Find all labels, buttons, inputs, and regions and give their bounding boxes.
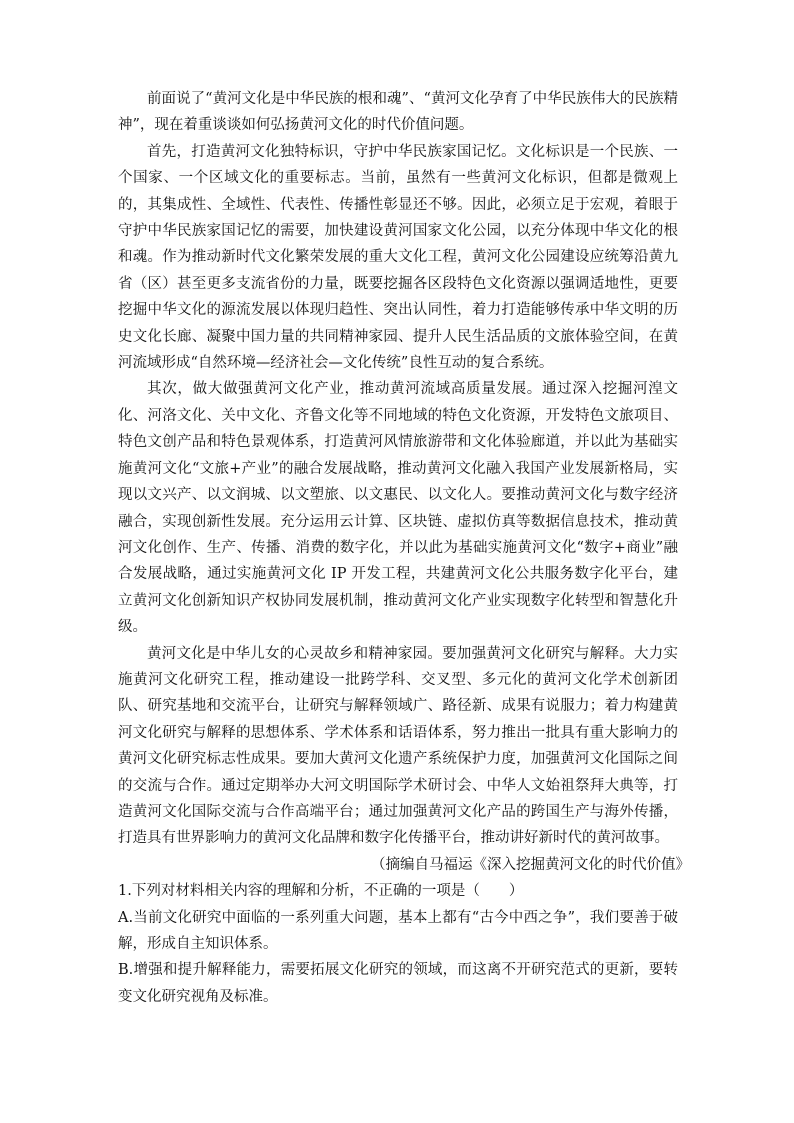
question-stem: 1.下列对材料相关内容的理解和分析，不正确的一项是（ ） xyxy=(118,883,524,900)
article-paragraph-2: 首先，打造黄河文化独特标识，守护中华民族家国记忆。文化标识是一个民族、一个国家、一个区域文化的重要标志。当前，虽然有一些黄河文化标识，但都是微观上的，其集成性、全域性、代表性、传播性彰显还不够。因此，必须立足于宏观，着眼于守护中华民族家国记忆的需要，加快建设黄河国家文化公园，以充分体现中华文化的根和魂。作为推动新时代文化繁荣发展的重大文化工程，黄河文化公园建设应统筹沿黄九省（区）甚至更多支流省份的力量，既要挖掘各区段特色文化资源以强调适地性，更要挖掘中华文化的源流发展以体现归趋性、突出认同性，着力打造能够传承中华文明的历史文化长廊、凝聚中国力量的共同精神家园、提升人民生活品质的文旅体验空间，在黄河流域形成“自然环境—经济社会—文化传统”良性互动的复合系统。 xyxy=(118,143,678,372)
question-option-b: B.增强和提升解释能力，需要拓展文化研究的领域，而这离不开研究范式的更新，要转变文化研究视角及标准。 xyxy=(118,962,678,1005)
article-source: （摘编自马福运《深入挖掘黄河文化的时代价值》 xyxy=(371,856,690,873)
article-paragraph-4: 黄河文化是中华儿女的心灵故乡和精神家园。要加强黄河文化研究与解释。大力实施黄河文化研究工程，推动建设一批跨学科、交叉型、多元化的黄河文化学术创新团队、研究基地和交流平台，让研究与解释领域广、路径新、成果有说服力；着力构建黄河文化研究与解释的思想体系、学术体系和话语体系，努力推出一批具有重大影响力的黄河文化研究标志性成果。要加大黄河文化遗产系统保护力度，加强黄河文化国际之间的交流与合作。通过定期举办大河文明国际学术研讨会、中华人文始祖祭拜大典等，打造黄河文化国际交流与合作高端平台；通过加强黄河文化产品的跨国生产与海外传播，打造具有世界影响力的黄河文化品牌和数字化传播平台，推动讲好新时代的黄河故事。 xyxy=(118,645,678,847)
article-paragraph-3: 其次，做大做强黄河文化产业，推动黄河流域高质量发展。通过深入挖掘河湟文化、河洛文化、关中文化、齐鲁文化等不同地域的特色文化资源，开发特色文旅项目、特色文创产品和特色景观体系，打造黄河风情旅游带和文化体验廊道，并以此为基础实施黄河文化“文旅+产业”的融合发展战略，推动黄河文化融入我国产业发展新格局，实现以文兴产、以文润城、以文塑旅、以文惠民、以文化人。要推动黄河文化与数字经济融合，实现创新性发展。充分运用云计算、区块链、虚拟仿真等数据信息技术，推动黄河文化创作、生产、传播、消费的数字化，并以此为基础实施黄河文化“数字+商业”融合发展战略，通过实施黄河文化 IP 开发工程，共建黄河文化公共服务数字化平台，建立黄河文化创新知识产权协同发展机制，推动黄河文化产业实现数字化转型和智慧化升级。 xyxy=(118,381,678,636)
question-option-a: A.当前文化研究中面临的一系列重大问题，基本上都有“古今中西之争”，我们要善于破解，形成自主知识体系。 xyxy=(118,909,678,952)
document-page xyxy=(118,86,690,1010)
article-paragraph-1: 前面说了“黄河文化是中华民族的根和魂”、“黄河文化孕育了中华民族伟大的民族精神”，现在着重谈谈如何弘扬黄河文化的时代价值问题。 xyxy=(118,91,678,134)
